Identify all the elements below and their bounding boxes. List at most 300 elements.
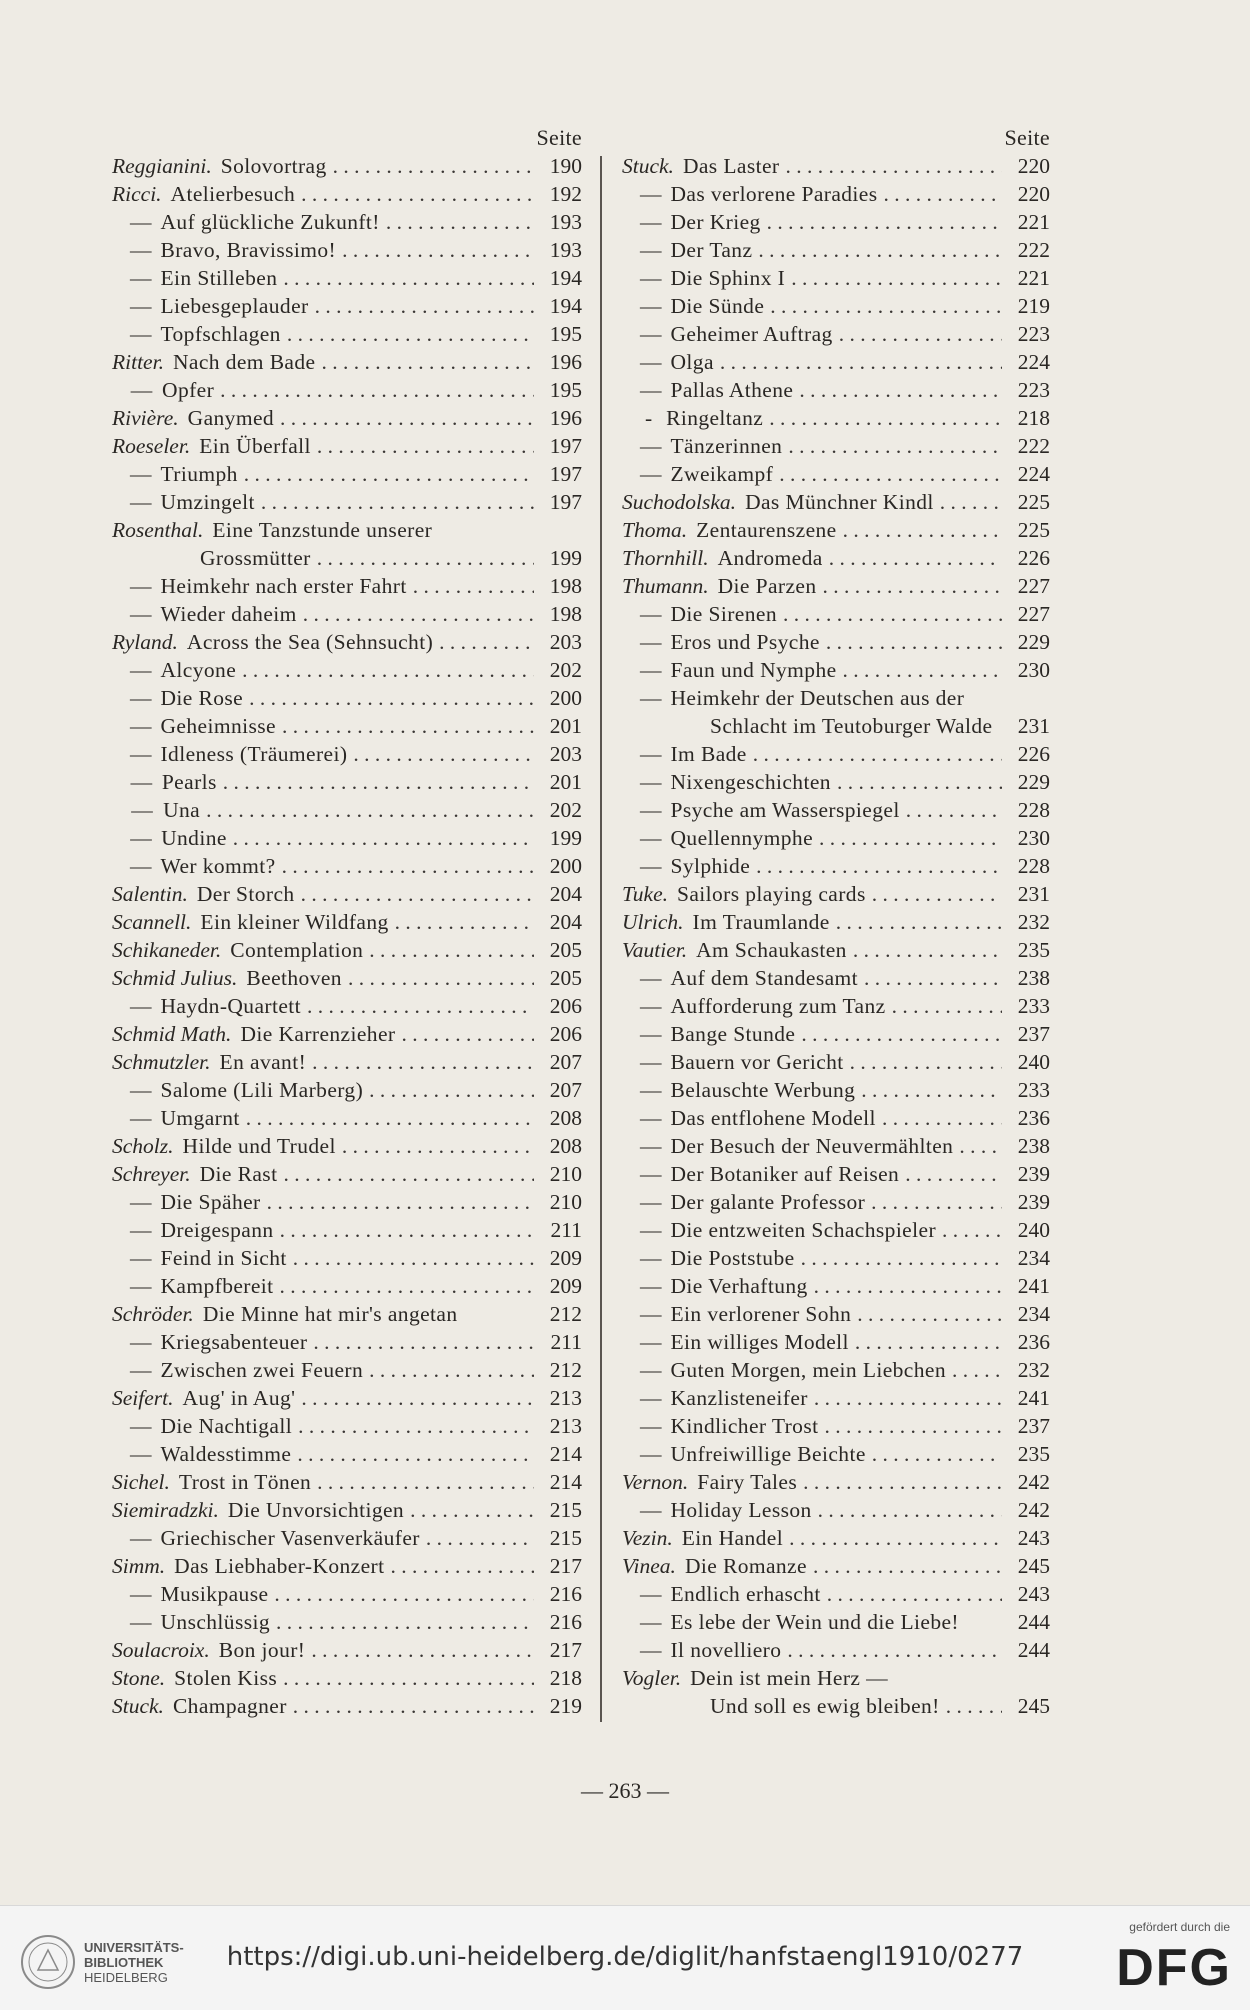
index-entry bbox=[112, 1412, 582, 1440]
dot-leader bbox=[369, 936, 534, 964]
index-entry bbox=[622, 1328, 1050, 1356]
index-entry bbox=[112, 1608, 582, 1636]
entry-title: Endlich erhascht bbox=[670, 1582, 821, 1606]
index-entry bbox=[112, 1496, 582, 1524]
entry-author: Roeseler. bbox=[112, 434, 191, 458]
index-entry bbox=[112, 656, 582, 684]
entry-title: Idleness (Träumerei) bbox=[160, 742, 348, 766]
entry-page-number: 245 bbox=[1017, 1694, 1050, 1718]
entry-ditto-dash: — bbox=[640, 686, 662, 710]
index-entry bbox=[112, 768, 582, 796]
entry-title: Liebesgeplauder bbox=[160, 294, 309, 318]
entry-author: Ryland. bbox=[112, 630, 178, 654]
entry-title: Am Schaukasten bbox=[696, 938, 847, 962]
entry-title: Opfer bbox=[162, 378, 215, 402]
entry-title: Die Romanze bbox=[684, 1554, 807, 1578]
index-entry bbox=[622, 1048, 1050, 1076]
entry-ditto-dash: — bbox=[640, 1190, 662, 1214]
dot-leader bbox=[307, 992, 534, 1020]
entry-title: Auf glückliche Zukunft! bbox=[160, 210, 380, 234]
index-entry bbox=[622, 992, 1050, 1020]
entry-author: Vinea. bbox=[622, 1554, 676, 1578]
index-entry bbox=[112, 908, 582, 936]
entry-page-number: 210 bbox=[549, 1190, 582, 1214]
dot-leader bbox=[274, 1580, 534, 1608]
entry-ditto-dash: — bbox=[640, 1358, 662, 1382]
dot-leader bbox=[789, 1524, 1002, 1552]
dot-leader bbox=[819, 824, 1002, 852]
index-entry bbox=[112, 236, 582, 264]
index-entry bbox=[112, 1552, 582, 1580]
dot-leader bbox=[826, 628, 1002, 656]
entry-author: Simm. bbox=[112, 1554, 166, 1578]
entry-ditto-dash: — bbox=[640, 294, 662, 318]
entry-ditto-dash: — bbox=[640, 854, 662, 878]
entry-title: Triumph bbox=[160, 462, 238, 486]
entry-title: Der Krieg bbox=[670, 210, 761, 234]
entry-page-number: 212 bbox=[549, 1358, 582, 1382]
entry-title: Die Sirenen bbox=[670, 602, 777, 626]
entry-ditto-dash: — bbox=[640, 462, 662, 486]
entry-ditto-dash: — bbox=[640, 1134, 662, 1158]
index-entry bbox=[622, 740, 1050, 768]
dot-leader bbox=[298, 1412, 534, 1440]
dot-leader bbox=[853, 936, 1002, 964]
index-entry bbox=[622, 1412, 1050, 1440]
index-entry bbox=[112, 1076, 582, 1104]
entry-title: Umgarnt bbox=[160, 1106, 240, 1130]
entry-page-number: 208 bbox=[549, 1106, 582, 1130]
entry-author: Sichel. bbox=[112, 1470, 170, 1494]
entry-title: Kriegsabenteuer bbox=[160, 1330, 308, 1354]
entry-page-number: 222 bbox=[1017, 434, 1050, 458]
entry-author: Stone. bbox=[112, 1666, 166, 1690]
entry-title: Pallas Athene bbox=[670, 378, 794, 402]
entry-title: Eros und Psyche bbox=[670, 630, 820, 654]
entry-ditto-dash: — bbox=[640, 630, 662, 654]
index-entry bbox=[622, 1244, 1050, 1272]
entry-page-number: 219 bbox=[549, 1694, 582, 1718]
entry-page-number: 195 bbox=[549, 322, 582, 346]
index-entry bbox=[622, 1132, 1050, 1160]
index-entry bbox=[112, 796, 582, 824]
dot-leader bbox=[818, 1496, 1002, 1524]
entry-author: Seifert. bbox=[112, 1386, 174, 1410]
dot-leader bbox=[720, 348, 1002, 376]
entry-ditto-dash: — bbox=[640, 1498, 662, 1522]
dot-leader bbox=[280, 1272, 534, 1300]
entry-page-number: 227 bbox=[1017, 574, 1050, 598]
entry-title: Quellennymphe bbox=[670, 826, 814, 850]
dot-leader bbox=[223, 768, 534, 796]
entry-title: Ringeltanz bbox=[666, 406, 764, 430]
entry-title: Es lebe der Wein und die Liebe! bbox=[670, 1610, 959, 1634]
entry-ditto-dash: — bbox=[640, 770, 662, 794]
entry-title: Das entflohene Modell bbox=[670, 1106, 876, 1130]
entry-title: Unfreiwillige Beichte bbox=[670, 1442, 866, 1466]
entry-title: Tänzerinnen bbox=[670, 434, 783, 458]
entry-page-number: 211 bbox=[550, 1330, 582, 1354]
entry-title: Guten Morgen, mein Liebchen bbox=[670, 1358, 946, 1382]
entry-ditto-dash: — bbox=[130, 854, 152, 878]
entry-page-number: 233 bbox=[1017, 994, 1050, 1018]
dot-leader bbox=[906, 796, 1002, 824]
index-entry bbox=[112, 1160, 582, 1188]
entry-page-number: 235 bbox=[1017, 938, 1050, 962]
index-entry bbox=[112, 1440, 582, 1468]
dot-leader bbox=[312, 1048, 534, 1076]
entry-page-number: 214 bbox=[549, 1442, 582, 1466]
entry-page-number: 193 bbox=[549, 210, 582, 234]
entry-ditto-dash: — bbox=[130, 1442, 152, 1466]
index-entry bbox=[112, 1272, 582, 1300]
entry-ditto-dash: — bbox=[640, 1274, 662, 1298]
dot-leader bbox=[413, 572, 534, 600]
entry-ditto-dash: — bbox=[640, 378, 662, 402]
dot-leader bbox=[369, 1076, 534, 1104]
entry-title: Griechischer Vasenverkäufer bbox=[160, 1526, 420, 1550]
dot-leader bbox=[829, 544, 1002, 572]
entry-title: Nixengeschichten bbox=[670, 770, 831, 794]
entry-title: Der Botaniker auf Reisen bbox=[670, 1162, 900, 1186]
entry-ditto-dash: — bbox=[130, 210, 152, 234]
index-entry bbox=[112, 516, 582, 544]
dot-leader bbox=[882, 1104, 1002, 1132]
entry-page-number: 234 bbox=[1017, 1246, 1050, 1270]
entry-title: Die Späher bbox=[160, 1190, 261, 1214]
index-entry bbox=[622, 1216, 1050, 1244]
entry-title: Die Minne hat mir's angetan bbox=[202, 1302, 458, 1326]
entry-page-number: 231 bbox=[1017, 882, 1050, 906]
dot-leader bbox=[206, 796, 534, 824]
entry-page-number: 217 bbox=[549, 1638, 582, 1662]
entry-author: Schmid Julius. bbox=[112, 966, 238, 990]
entry-title: Waldesstimme bbox=[160, 1442, 292, 1466]
dot-leader bbox=[246, 1104, 534, 1132]
dot-leader bbox=[301, 180, 534, 208]
entry-page-number: 229 bbox=[1017, 770, 1050, 794]
entry-title: Eine Tanzstunde unserer bbox=[212, 518, 433, 542]
entry-page-number: 221 bbox=[1017, 210, 1050, 234]
entry-page-number: 230 bbox=[1017, 826, 1050, 850]
index-entry bbox=[112, 1580, 582, 1608]
entry-title: Im Traumlande bbox=[692, 910, 830, 934]
entry-page-number: 242 bbox=[1017, 1470, 1050, 1494]
index-entry bbox=[622, 152, 1050, 180]
entry-ditto-dash: — bbox=[131, 798, 153, 822]
entry-ditto-dash: — bbox=[640, 798, 662, 822]
entry-page-number: 218 bbox=[549, 1666, 582, 1690]
index-entry bbox=[112, 600, 582, 628]
dot-leader bbox=[283, 1160, 534, 1188]
entry-title: Die Karrenzieher bbox=[240, 1022, 396, 1046]
entry-page-number: 214 bbox=[549, 1470, 582, 1494]
index-entry bbox=[112, 1384, 582, 1412]
dot-leader bbox=[282, 852, 534, 880]
entry-ditto-dash: — bbox=[130, 294, 152, 318]
entry-title: Umzingelt bbox=[160, 490, 255, 514]
entry-title: Geheimer Auftrag bbox=[670, 322, 833, 346]
entry-title: Das Laster bbox=[682, 154, 780, 178]
dot-leader bbox=[871, 1188, 1002, 1216]
entry-title: Topfschlagen bbox=[160, 322, 281, 346]
entry-page-number: 206 bbox=[549, 994, 582, 1018]
entry-page-number: 197 bbox=[549, 434, 582, 458]
entry-page-number: 237 bbox=[1017, 1414, 1050, 1438]
entry-page-number: 217 bbox=[549, 1554, 582, 1578]
entry-page-number: 226 bbox=[1017, 742, 1050, 766]
entry-title: Die Unvorsichtigen bbox=[227, 1498, 405, 1522]
dot-leader bbox=[386, 208, 534, 236]
index-entry bbox=[622, 1272, 1050, 1300]
entry-page-number: 196 bbox=[549, 406, 582, 430]
index-entry bbox=[622, 600, 1050, 628]
entry-ditto-dash: — bbox=[130, 1610, 152, 1634]
entry-author: Schröder. bbox=[112, 1302, 194, 1326]
dot-leader bbox=[905, 1160, 1002, 1188]
entry-title: Pearls bbox=[161, 770, 217, 794]
entry-ditto-dash: — bbox=[640, 994, 662, 1018]
entry-ditto-dash: — bbox=[640, 1302, 662, 1326]
entry-ditto-dash: — bbox=[130, 1330, 152, 1354]
entry-ditto-dash: — bbox=[130, 1414, 152, 1438]
entry-title: Dein ist mein Herz — bbox=[690, 1666, 888, 1690]
dot-leader bbox=[301, 880, 534, 908]
index-entry bbox=[622, 208, 1050, 236]
library-name-line: HEIDELBERG bbox=[84, 1970, 168, 1985]
dot-leader bbox=[843, 656, 1002, 684]
entry-ditto-dash: — bbox=[130, 714, 152, 738]
dot-leader bbox=[311, 1636, 534, 1664]
dot-leader bbox=[282, 712, 534, 740]
entry-page-number: 209 bbox=[549, 1246, 582, 1270]
entry-ditto-dash: — bbox=[640, 1218, 662, 1242]
entry-ditto-dash: - bbox=[644, 406, 653, 430]
entry-page-number: 220 bbox=[1017, 182, 1050, 206]
index-entry bbox=[622, 1524, 1050, 1552]
entry-author: Suchodolska. bbox=[622, 490, 737, 514]
entry-title: Sylphide bbox=[670, 854, 751, 878]
entry-page-number: 194 bbox=[549, 294, 582, 318]
dot-leader bbox=[317, 432, 534, 460]
dot-leader bbox=[791, 264, 1002, 292]
entry-ditto-dash: — bbox=[640, 1022, 662, 1046]
dot-leader bbox=[814, 1384, 1002, 1412]
dot-leader bbox=[861, 1076, 1002, 1104]
entry-author: Soulacroix. bbox=[112, 1638, 210, 1662]
library-name-line: UNIVERSITÄTS- bbox=[84, 1940, 184, 1955]
entry-title: Schlacht im Teutoburger Walde bbox=[710, 714, 993, 738]
index-entry bbox=[112, 1188, 582, 1216]
document-url-link[interactable]: https://digi.ub.uni-heidelberg.de/diglit/hanfstaengl1910/0277 bbox=[226, 1942, 1024, 1972]
library-name-line: BIBLIOTHEK bbox=[84, 1955, 164, 1970]
index-entry bbox=[112, 712, 582, 740]
funding-label: gefördert durch die bbox=[1129, 1920, 1230, 1934]
index-entry bbox=[112, 1300, 582, 1328]
index-entry bbox=[622, 1356, 1050, 1384]
index-entry bbox=[622, 572, 1050, 600]
index-entry bbox=[112, 432, 582, 460]
entry-page-number: 228 bbox=[1017, 854, 1050, 878]
index-entry bbox=[112, 1664, 582, 1692]
entry-title: Die Poststube bbox=[670, 1246, 795, 1270]
dot-leader bbox=[946, 1692, 1002, 1720]
entry-author: Rivière. bbox=[112, 406, 179, 430]
page-number: — 263 — bbox=[581, 1778, 669, 1803]
dfg-logo: DFG bbox=[1116, 1939, 1232, 1997]
index-entry bbox=[622, 712, 1050, 740]
entry-ditto-dash: — bbox=[130, 1358, 152, 1382]
dot-leader bbox=[801, 1244, 1002, 1272]
entry-page-number: 230 bbox=[1017, 658, 1050, 682]
entry-ditto-dash: — bbox=[130, 1218, 152, 1242]
entry-title: Grossmütter bbox=[200, 546, 311, 570]
entry-title: Kindlicher Trost bbox=[670, 1414, 819, 1438]
entry-page-number: 244 bbox=[1017, 1610, 1050, 1634]
entry-ditto-dash: — bbox=[640, 322, 662, 346]
entry-page-number: 200 bbox=[549, 686, 582, 710]
index-entry bbox=[622, 768, 1050, 796]
entry-page-number: 222 bbox=[1017, 238, 1050, 262]
entry-page-number: 226 bbox=[1017, 546, 1050, 570]
index-entry bbox=[112, 1020, 582, 1048]
entry-page-number: 201 bbox=[549, 770, 582, 794]
dot-leader bbox=[814, 1272, 1002, 1300]
dot-leader bbox=[303, 600, 534, 628]
dot-leader bbox=[369, 1356, 534, 1384]
index-entry bbox=[622, 1076, 1050, 1104]
entry-title: Die Sünde bbox=[670, 294, 765, 318]
index-entry bbox=[622, 544, 1050, 572]
entry-title: Ein verlorener Sohn bbox=[670, 1302, 852, 1326]
entry-author: Stuck. bbox=[622, 154, 674, 178]
dot-leader bbox=[287, 320, 534, 348]
entry-page-number: 205 bbox=[549, 938, 582, 962]
entry-title: Sailors playing cards bbox=[676, 882, 866, 906]
entry-page-number: 206 bbox=[549, 1022, 582, 1046]
entry-page-number: 215 bbox=[549, 1526, 582, 1550]
entry-page-number: 223 bbox=[1017, 378, 1050, 402]
dot-leader bbox=[843, 516, 1002, 544]
entry-title: Das Liebhaber-Konzert bbox=[174, 1554, 385, 1578]
entry-page-number: 199 bbox=[549, 826, 582, 850]
entry-page-number: 241 bbox=[1017, 1386, 1050, 1410]
entry-ditto-dash: — bbox=[640, 826, 662, 850]
entry-title: Dreigespann bbox=[160, 1218, 274, 1242]
entry-page-number: 243 bbox=[1017, 1526, 1050, 1550]
entry-author: Vernon. bbox=[622, 1470, 689, 1494]
dot-leader bbox=[242, 656, 534, 684]
entry-ditto-dash: — bbox=[130, 602, 152, 626]
dot-leader bbox=[249, 684, 534, 712]
entry-title: Geheimnisse bbox=[160, 714, 276, 738]
dot-leader bbox=[788, 432, 1002, 460]
entry-ditto-dash: — bbox=[130, 994, 152, 1018]
entry-page-number: 202 bbox=[549, 798, 582, 822]
entry-page-number: 211 bbox=[550, 1218, 582, 1242]
entry-page-number: 216 bbox=[549, 1582, 582, 1606]
dot-leader bbox=[758, 236, 1002, 264]
entry-ditto-dash: — bbox=[640, 1442, 662, 1466]
entry-page-number: 197 bbox=[549, 462, 582, 486]
entry-title: Feind in Sicht bbox=[160, 1246, 287, 1270]
index-entry bbox=[112, 1636, 582, 1664]
dot-leader bbox=[313, 1328, 534, 1356]
entry-title: Holiday Lesson bbox=[670, 1498, 812, 1522]
dot-leader bbox=[952, 1356, 1002, 1384]
dot-leader bbox=[959, 1132, 1002, 1160]
dot-leader bbox=[872, 1440, 1002, 1468]
index-entry bbox=[622, 1608, 1050, 1636]
index-entry bbox=[112, 348, 582, 376]
entry-title: Die entzweiten Schachspieler bbox=[670, 1218, 937, 1242]
index-entry bbox=[622, 320, 1050, 348]
entry-page-number: 215 bbox=[549, 1498, 582, 1522]
entry-title: Das verlorene Paradies bbox=[670, 182, 878, 206]
entry-page-number: 239 bbox=[1017, 1190, 1050, 1214]
entry-author: Thoma. bbox=[622, 518, 688, 542]
entry-ditto-dash: — bbox=[640, 434, 662, 458]
index-entry bbox=[622, 488, 1050, 516]
entry-page-number: 240 bbox=[1017, 1218, 1050, 1242]
entry-title: Wer kommt? bbox=[160, 854, 276, 878]
entry-author: Schmutzler. bbox=[112, 1050, 211, 1074]
entry-ditto-dash: — bbox=[640, 742, 662, 766]
dot-leader bbox=[884, 180, 1003, 208]
entry-page-number: 207 bbox=[549, 1050, 582, 1074]
entry-title: Der Tanz bbox=[670, 238, 753, 262]
entry-ditto-dash: — bbox=[130, 322, 152, 346]
index-entry bbox=[622, 1104, 1050, 1132]
index-column-right bbox=[622, 124, 1050, 1720]
index-entry bbox=[622, 1020, 1050, 1048]
entry-page-number: 221 bbox=[1017, 266, 1050, 290]
index-entry bbox=[622, 460, 1050, 488]
index-entry bbox=[112, 404, 582, 432]
entry-title: Kampfbereit bbox=[160, 1274, 274, 1298]
entry-title: Bange Stunde bbox=[670, 1022, 796, 1046]
entry-title: Haydn-Quartett bbox=[160, 994, 302, 1018]
entry-title: Auf dem Standesamt bbox=[670, 966, 859, 990]
entry-title: Champagner bbox=[172, 1694, 287, 1718]
index-entry bbox=[622, 1300, 1050, 1328]
index-entry bbox=[112, 208, 582, 236]
dot-leader bbox=[261, 488, 534, 516]
dot-leader bbox=[280, 404, 534, 432]
entry-ditto-dash: — bbox=[640, 1414, 662, 1438]
entry-page-number: 198 bbox=[549, 574, 582, 598]
entry-page-number: 234 bbox=[1017, 1302, 1050, 1326]
entry-title: Das Münchner Kindl bbox=[745, 490, 934, 514]
index-entry bbox=[622, 936, 1050, 964]
entry-ditto-dash: — bbox=[130, 1246, 152, 1270]
viewer-footer bbox=[0, 1905, 1250, 2010]
entry-ditto-dash: — bbox=[130, 658, 152, 682]
entry-title: Fairy Tales bbox=[697, 1470, 798, 1494]
entry-ditto-dash: — bbox=[640, 602, 662, 626]
dot-leader bbox=[803, 1468, 1002, 1496]
index-entry bbox=[112, 376, 582, 404]
dot-leader bbox=[823, 572, 1002, 600]
entry-page-number: 201 bbox=[549, 714, 582, 738]
index-entry bbox=[112, 1328, 582, 1356]
entry-page-number: 224 bbox=[1017, 350, 1050, 374]
entry-page-number: 233 bbox=[1017, 1078, 1050, 1102]
dot-leader bbox=[767, 208, 1002, 236]
index-entry bbox=[622, 824, 1050, 852]
entry-author: Scholz. bbox=[112, 1134, 174, 1158]
entry-page-number: 213 bbox=[549, 1414, 582, 1438]
